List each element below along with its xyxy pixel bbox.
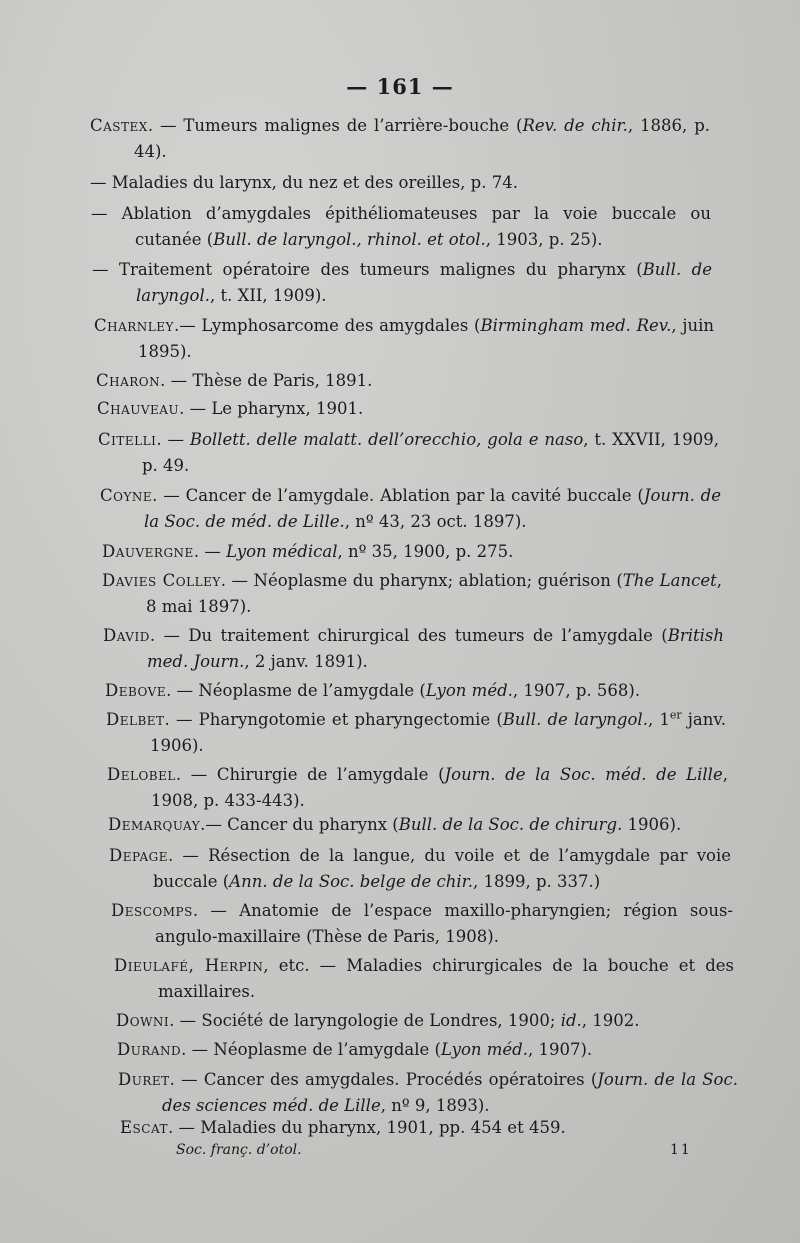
entry-text: er: [669, 708, 682, 722]
entry-castex-traitement: [92, 257, 713, 309]
entry-text: Tumeurs malignes de l’arrière-bouche (: [183, 116, 523, 135]
entry-text: , 1886, p. 44).: [134, 116, 711, 161]
entry-text: , nº 9, 1893).: [380, 1096, 490, 1115]
entry-title-italic: Bull. de laryngol.: [502, 710, 648, 729]
entry-author: Depage: [109, 846, 168, 865]
entry-title-italic: Journ. de la Soc. de méd. de Lille.: [144, 486, 721, 531]
entry-durand: [117, 1037, 737, 1063]
entry-text: Maladies du larynx, du nez et des oreilles, p. 74.: [111, 173, 518, 192]
entry-author: Delbet: [106, 710, 165, 729]
entry-downi: [116, 1008, 736, 1034]
entry-text: 1906).: [622, 815, 682, 834]
entry-title-italic: Birmingham med. Rev.: [480, 316, 672, 335]
entry-castex: [90, 113, 711, 165]
entry-title-italic: Bollett. delle malatt. dell’orecchio, gola e naso: [189, 430, 584, 449]
entry-separator: . —: [164, 710, 199, 729]
entry-text: Société de laryngologie de Londres, 1900;: [201, 1011, 561, 1030]
entry-title-italic: Lyon médical: [226, 542, 338, 561]
entry-author: Dauvergne: [102, 542, 194, 561]
entry-text: , 1907).: [527, 1040, 593, 1059]
entry-text: Cancer de l’amygdale. Ablation par la cavité buccale (: [185, 486, 644, 505]
entry-title-italic: Bull. de laryngol., rhinol. et otol.: [213, 230, 486, 249]
entry-separator: . —: [181, 1040, 214, 1059]
entry-text: Anatomie de l’espace maxillo-pharyngien; région sous-angulo-maxillaire (Thèse de Paris, 1908).: [155, 901, 733, 946]
entry-separator: . —: [169, 1011, 202, 1030]
entry-text: , juin 1895).: [138, 316, 714, 361]
entry-separator: . —: [160, 371, 193, 390]
entry-text: , nº 35, 1900, p. 275.: [337, 542, 514, 561]
entry-title-italic: Lyon méd.: [425, 681, 513, 700]
entry-text: , nº 43, 23 oct. 1897).: [344, 512, 527, 531]
entry-title-italic: Bull. de la Soc. de chirurg.: [398, 815, 623, 834]
entry-text: , 2 janv. 1891).: [244, 652, 368, 671]
entry-text: Lymphosarcome des amygdales (: [201, 316, 481, 335]
entry-separator: , etc. —: [263, 956, 347, 975]
entry-text: Maladies du pharynx, 1901, pp. 454 et 459.: [200, 1118, 566, 1137]
entry-text: Néoplasme de l’amygdale (: [198, 681, 426, 700]
entry-text: , 1907, p. 568).: [512, 681, 641, 700]
entry-text: , 1: [647, 710, 670, 729]
entry-text: , 1908, p. 433-443).: [151, 765, 728, 810]
entry-title-italic: id.: [560, 1011, 582, 1030]
entry-author: Castex: [90, 116, 148, 135]
entry-separator: . —: [192, 901, 240, 920]
entry-separator: .—: [200, 815, 228, 834]
entry-title-italic: The Lancet: [622, 571, 717, 590]
entry-coyne: [100, 483, 721, 535]
entry-separator: . —: [175, 765, 217, 784]
entry-author: Downi: [116, 1011, 170, 1030]
entry-separator: . —: [166, 681, 199, 700]
entry-escat: [120, 1115, 740, 1141]
entry-author: Citelli: [98, 430, 157, 449]
entry-text: Néoplasme du pharynx; ablation; guérison (: [253, 571, 623, 590]
entry-text: Résection de la langue, du voile et de l’amygdale par voie buccale (: [153, 846, 731, 891]
entry-charnley: [94, 313, 714, 365]
footer-signature-mark: 11: [670, 1142, 692, 1158]
entry-author: Davies Colley: [102, 571, 221, 590]
entry-text: Ablation d’amygdales épithéliomateuses par la voie buccale ou cutanée (: [121, 204, 711, 249]
entry-author: Durand: [117, 1040, 182, 1059]
entry-author: Charon: [96, 371, 161, 390]
entry-text: janv. 1906).: [150, 710, 726, 755]
entry-text: , 1899, p. 337.): [473, 872, 601, 891]
entry-separator: . —: [167, 846, 209, 865]
entry-debove: [105, 678, 725, 704]
entry-separator: —: [92, 260, 119, 279]
entry-title-italic: Ann. de la Soc. belge de chir.: [229, 872, 474, 891]
entry-text: , 1902.: [581, 1011, 640, 1030]
entry-text: , t. XII, 1909).: [209, 286, 327, 305]
entry-castex-larynx: [90, 170, 710, 196]
entry-davies-colley: [102, 568, 722, 620]
entry-author: Escat: [120, 1118, 168, 1137]
entry-author: Demarquay: [108, 815, 201, 834]
entry-chauveau: [97, 396, 717, 422]
entry-separator: —: [91, 204, 122, 223]
entry-text: , t. XXVII, 1909, p. 49.: [142, 430, 719, 475]
entry-author: Delobel: [107, 765, 176, 784]
entry-charon: [96, 368, 716, 394]
entry-separator: . —: [156, 430, 190, 449]
entry-descomps: [111, 898, 733, 950]
entry-separator: . —: [179, 399, 212, 418]
entry-separator: . —: [169, 1070, 204, 1089]
entry-author: Chauveau: [97, 399, 180, 418]
entry-text: Pharyngotomie et pharyngectomie (: [198, 710, 503, 729]
page-number: — 161 —: [346, 74, 454, 99]
entry-title-italic: Journ. de la Soc. méd. de Lille: [444, 765, 723, 784]
entry-david: [103, 623, 724, 675]
entry-text: , 1903, p. 25).: [485, 230, 603, 249]
entry-separator: —: [90, 173, 112, 192]
entry-title-italic: Bull. de laryngol.: [136, 260, 713, 305]
footer-journal: Soc. franç. d’otol.: [176, 1142, 302, 1158]
entry-text: Traitement opératoire des tumeurs malignes du pharynx (: [119, 260, 643, 279]
entry-text: Cancer des amygdales. Procédés opératoires (: [203, 1070, 598, 1089]
entry-separator: . —: [152, 486, 186, 505]
entry-demarquay: [108, 812, 732, 838]
entry-author: Coyne: [100, 486, 153, 505]
entry-text: Maladies chirurgicales de la bouche et des maxillaires.: [158, 956, 734, 1001]
entry-separator: . —: [193, 542, 227, 561]
entry-castex-ablation: [91, 201, 711, 253]
entry-separator: . —: [147, 116, 184, 135]
entry-text: , 8 mai 1897).: [146, 571, 722, 616]
entry-text: Du traitement chirurgical des tumeurs de l’amygdale (: [188, 626, 668, 645]
entry-text: Néoplasme de l’amygdale (: [213, 1040, 441, 1059]
entry-author: Charnley: [94, 316, 174, 335]
entry-title-italic: Lyon méd.: [440, 1040, 528, 1059]
entry-text: Chirurgie de l’amygdale (: [216, 765, 445, 784]
entry-text: Cancer du pharynx (: [227, 815, 399, 834]
entry-delbet: [106, 707, 726, 759]
entry-separator: . —: [167, 1118, 201, 1137]
entry-author: Dieulafé, Herpin: [114, 956, 264, 975]
entry-text: Thèse de Paris, 1891.: [192, 371, 373, 390]
entry-separator: . —: [149, 626, 189, 645]
entry-title-italic: Journ. de la Soc. des sciences méd. de Lille: [162, 1070, 738, 1115]
entry-title-italic: Rev. de chir.: [522, 116, 628, 135]
entry-author: Debove: [105, 681, 167, 700]
entry-dauvergne: [102, 539, 722, 565]
entry-author: David: [103, 626, 150, 645]
entry-author: Descomps: [111, 901, 193, 920]
entry-separator: . —: [220, 571, 254, 590]
entry-citelli: [98, 427, 719, 479]
entry-duret: [118, 1067, 738, 1119]
entry-separator: .—: [173, 316, 202, 335]
entry-author: Duret: [118, 1070, 170, 1089]
entry-title-italic: British med. Journ.: [147, 626, 724, 671]
entry-delobel: [107, 762, 728, 814]
entry-text: Le pharynx, 1901.: [211, 399, 364, 418]
entry-depage: [109, 843, 731, 895]
entry-dieulafe: [114, 953, 734, 1005]
